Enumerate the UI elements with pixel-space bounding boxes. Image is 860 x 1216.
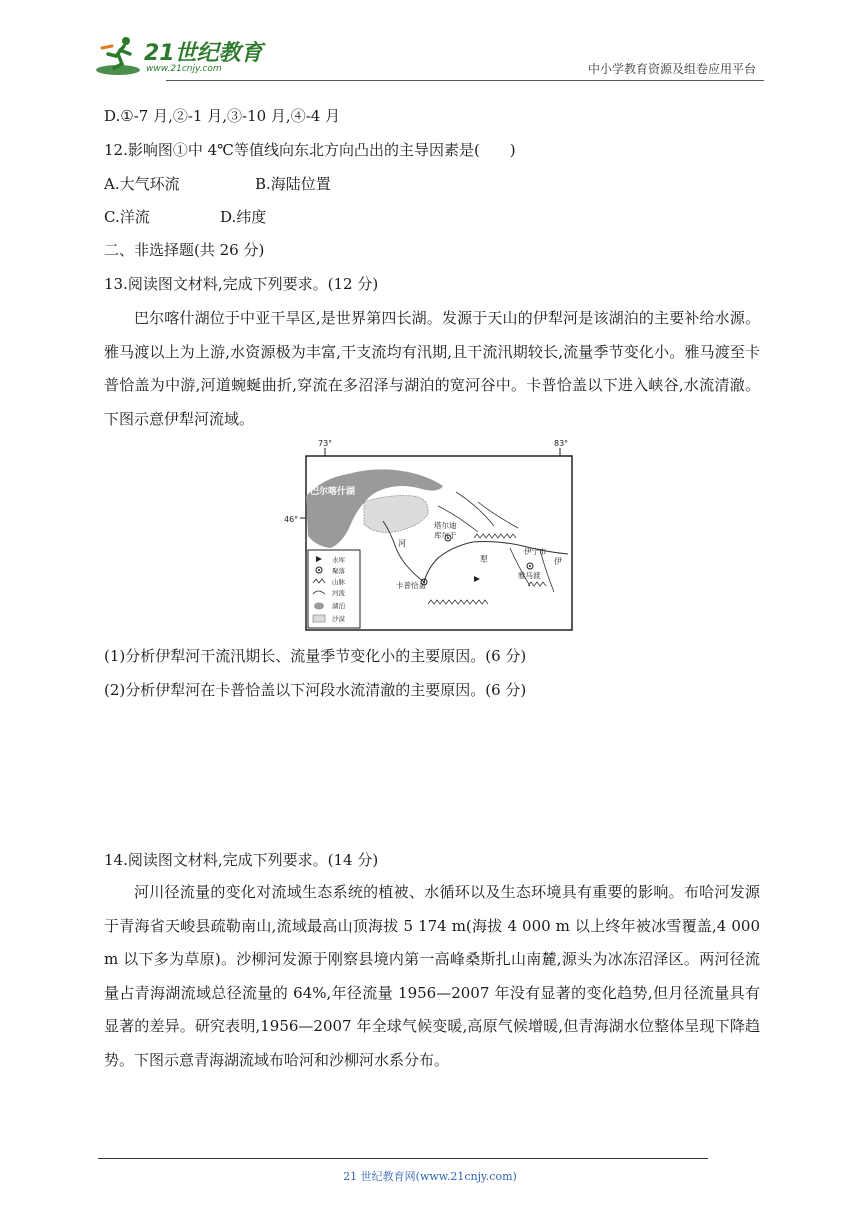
logo-url: www.21cnjy.com — [146, 64, 222, 74]
legend-reservoir: 水库 — [332, 556, 345, 564]
map-lat-label: 46° — [284, 515, 299, 524]
map-river-label-he: 河 — [398, 539, 406, 548]
q12-stem: 12.影响图①中 4℃等值线向东北方向凸出的主导因素是( ) — [104, 141, 516, 159]
q12-option-c: C.洋流 — [104, 208, 150, 226]
page-header — [96, 28, 764, 82]
legend-river: 河流 — [332, 589, 345, 597]
map-lake-label: 巴尔喀什湖 — [310, 487, 356, 497]
map-river-label-yi: 伊 — [554, 557, 562, 566]
q13-sub-1: (1)分析伊犁河干流汛期长、流量季节变化小的主要原因。(6 分) — [104, 647, 527, 665]
q12-option-b: B.海陆位置 — [255, 175, 331, 193]
runner-logo-icon — [96, 34, 146, 78]
q12-option-a: A.大气环流 — [104, 175, 180, 193]
legend-desert: 沙漠 — [332, 615, 345, 623]
q13-material: 巴尔喀什湖位于中亚干旱区,是世界第四长湖。发源于天山的伊犁河是该湖泊的主要补给水源。雅马渡以上为上游,水资源极为丰富,干支流均有汛期,且干流汛期较长,流量季节变化小。雅马渡至卡普恰盖为中游,河道蜿蜒曲折,穿流在多沼泽与湖泊的宽河谷中。卡普恰盖以下进入峡谷,水流清澈。下图示意伊犁河流域。 — [104, 309, 760, 428]
logo-text: 21世纪教育 — [144, 41, 263, 66]
page-footer[interactable]: 21 世纪教育网(www.21cnjy.com) — [343, 1170, 517, 1183]
q14-material: 河川径流量的变化对流域生态系统的植被、水循环以及生态环境具有重要的影响。布哈河发源于青海省天峻县疏勒南山,流域最高山顶海拔 5 174 m(海拔 4 000 m 以上终年被冰雪覆盖,4 000 m 以下多为草原)。沙柳河发源于刚察县境内第一高峰桑斯扎山南麓,源头为冰冻沼泽区。两河径流量占青海湖流域总径流量的 64%,年径流量 1956—2007 年没有显著的变化趋势,但月径流量具有显著的差异。研究表明,1956—2007 年全球气候变暖,高原气候增暖,但青海湖水位整体呈现下降趋势。下图示意青海湖流域布哈河和沙柳河水系分布。 — [104, 883, 760, 1069]
map-lon-right-label: 83° — [554, 439, 569, 448]
map-place-kapchagai: 卡普恰盖 — [396, 581, 426, 590]
legend-lake: 湖泊 — [332, 602, 345, 610]
q12-option-d: D.纬度 — [220, 208, 267, 226]
map-place-taldy-2: 库尔干 — [434, 531, 457, 540]
site-logo[interactable] — [96, 34, 266, 78]
q13-stem: 13.阅读图文材料,完成下列要求。(12 分) — [104, 275, 379, 293]
q13-sub-2: (2)分析伊犁河在卡普恰盖以下河段水流清澈的主要原因。(6 分) — [104, 681, 527, 699]
section-2-title: 二、非选择题(共 26 分) — [104, 241, 265, 259]
map-place-yamadu: 雅马渡 — [518, 571, 541, 580]
legend-mountain: 山脉 — [332, 578, 345, 586]
legend-settlement: 聚落 — [332, 567, 345, 575]
map-place-taldy: 塔尔迪 — [434, 521, 457, 530]
platform-name: 中小学教育资源及组卷应用平台 — [587, 62, 756, 76]
header-divider — [166, 80, 764, 81]
map-legend — [308, 550, 360, 628]
ili-river-map — [278, 436, 578, 634]
map-river-label-li: 犁 — [480, 555, 488, 564]
map-lon-left-label: 73° — [318, 439, 333, 448]
footer-divider — [98, 1158, 708, 1159]
q11-option-d: D.①-7 月,②-1 月,③-10 月,④-4 月 — [104, 107, 341, 125]
q14-stem: 14.阅读图文材料,完成下列要求。(14 分) — [104, 851, 379, 869]
map-place-yining: 伊宁市 — [524, 547, 547, 556]
